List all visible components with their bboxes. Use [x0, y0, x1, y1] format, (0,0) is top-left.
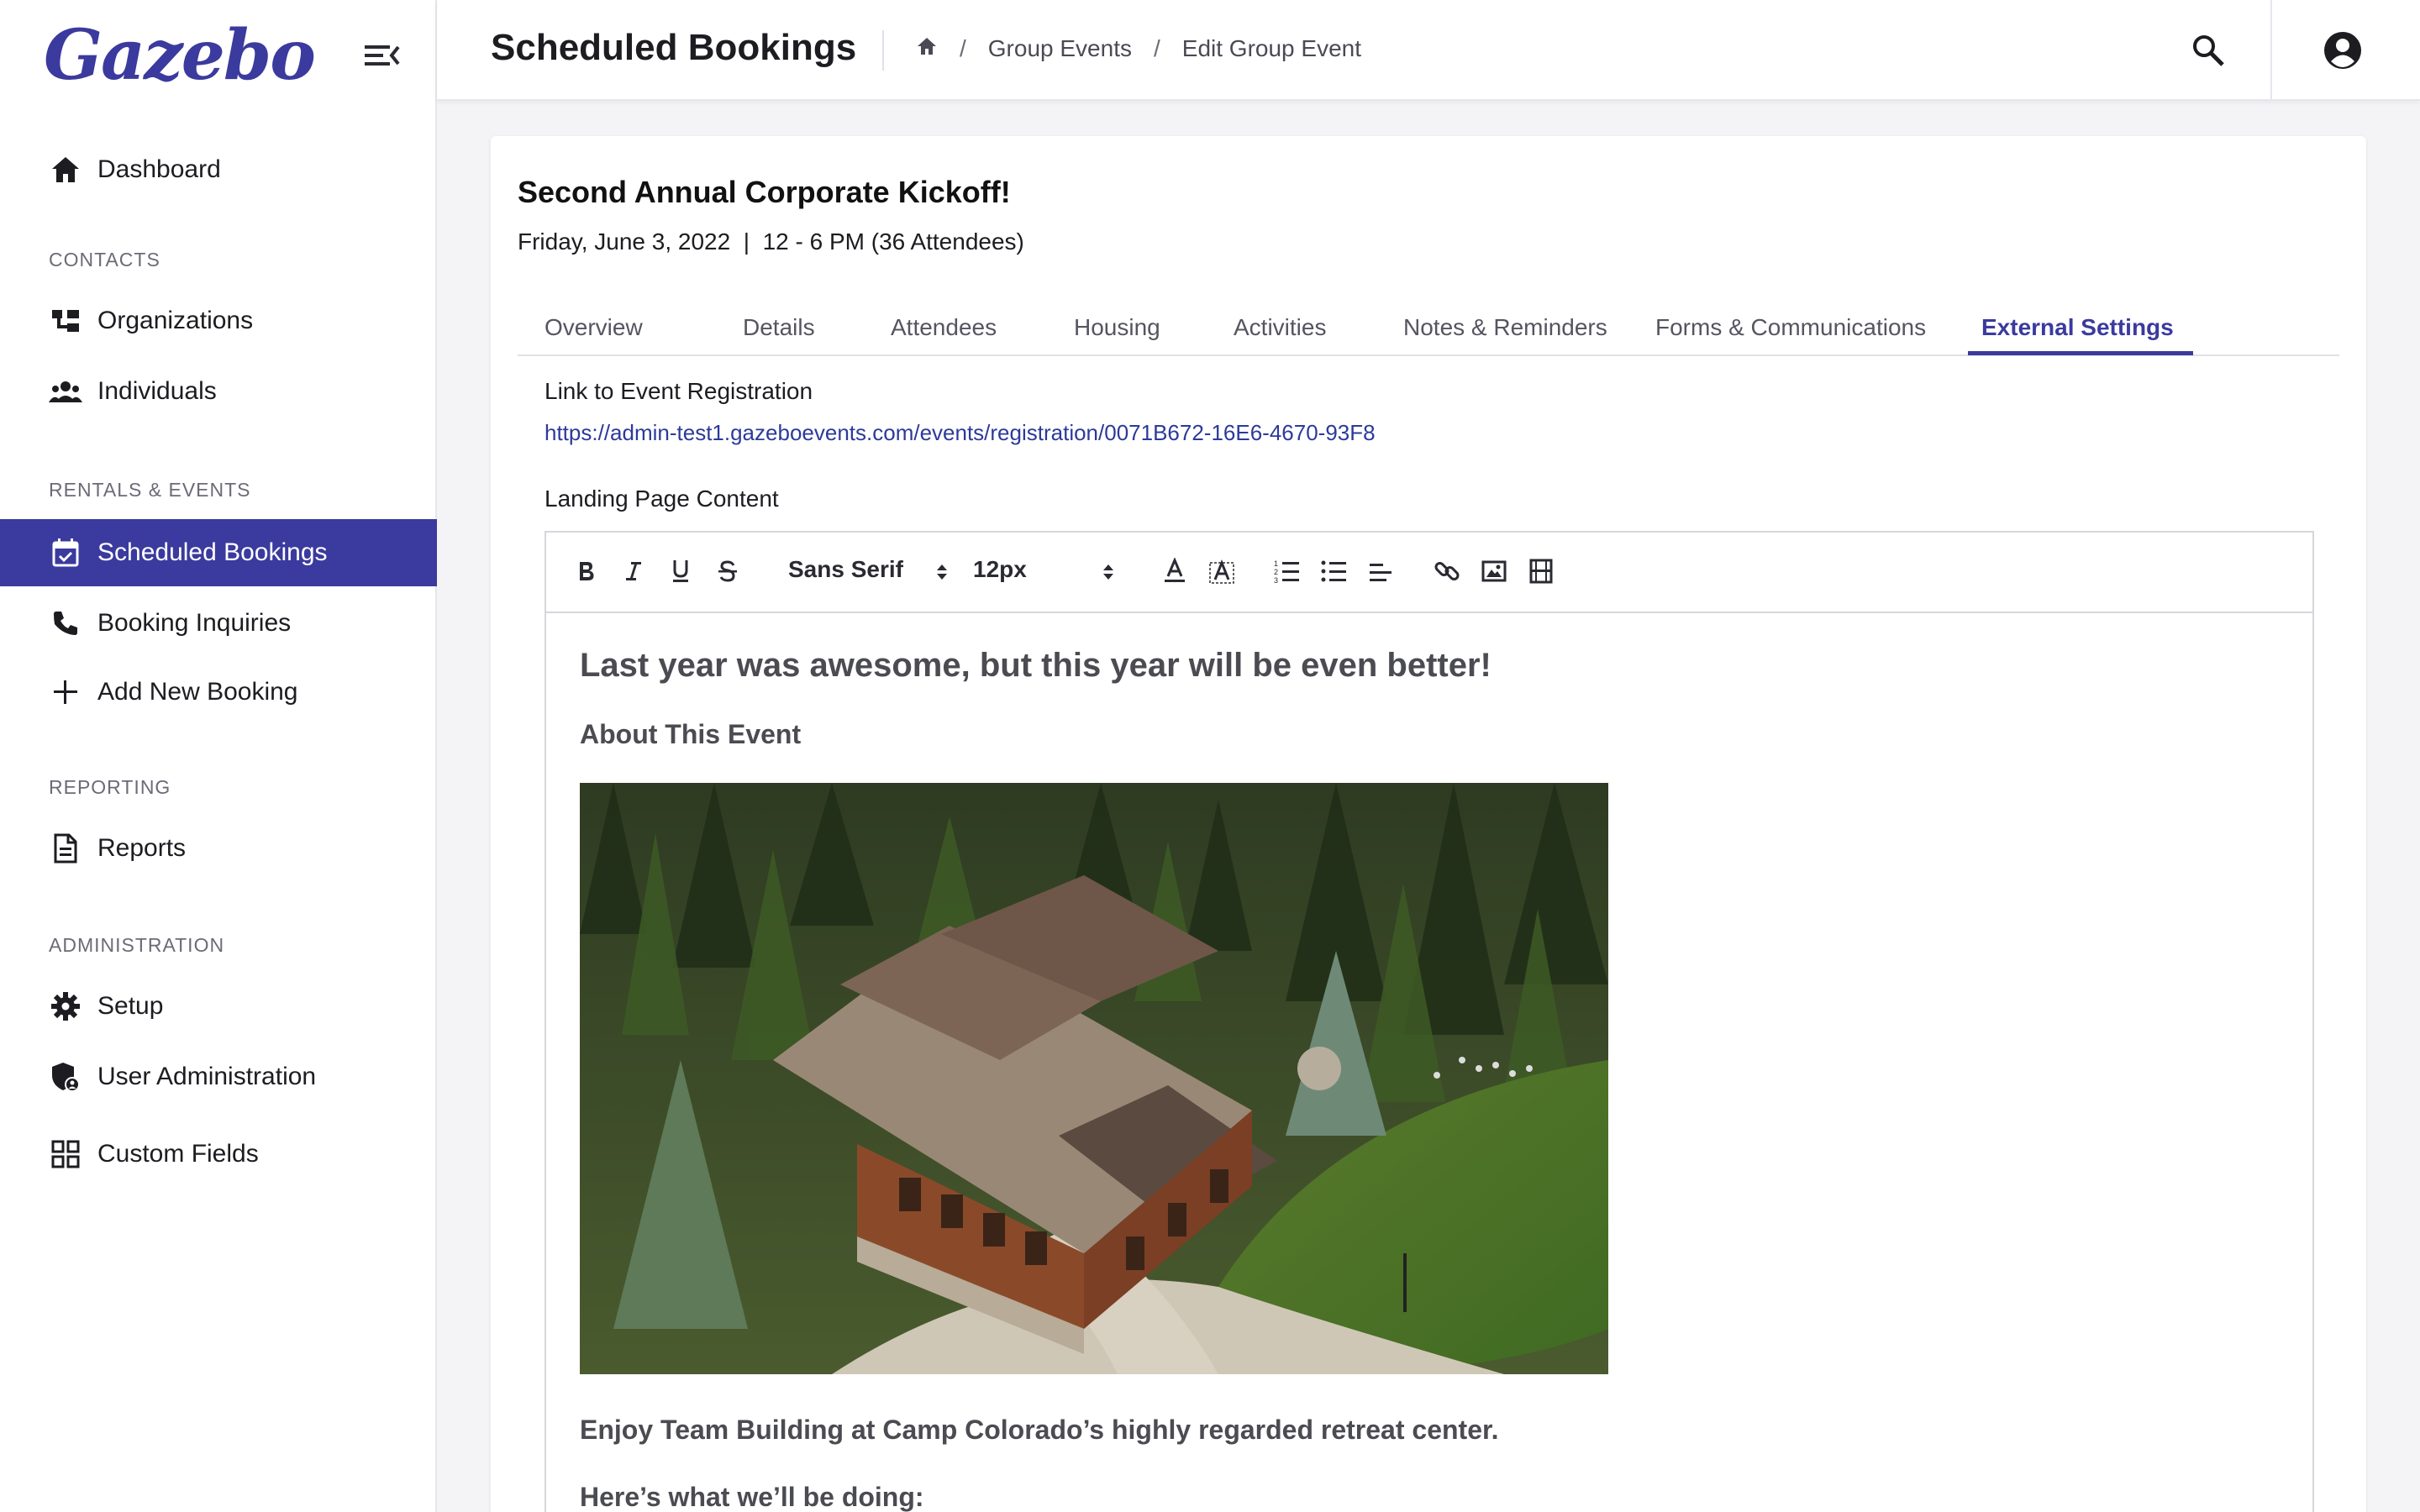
- breadcrumb-separator: /: [1153, 35, 1160, 61]
- italic-button[interactable]: [617, 554, 650, 588]
- svg-text:1: 1: [1274, 559, 1279, 568]
- active-tab-indicator: [1968, 351, 2193, 355]
- people-icon: [49, 375, 82, 408]
- page-title: Scheduled Bookings: [491, 27, 857, 68]
- font-family-select[interactable]: Sans Serif: [788, 556, 903, 582]
- sidebar-item-label: Custom Fields: [97, 1140, 259, 1168]
- plus-icon: [49, 675, 82, 709]
- calendar-check-icon: [49, 536, 82, 570]
- collapse-menu-icon[interactable]: [361, 39, 402, 72]
- bold-button[interactable]: [570, 554, 603, 588]
- breadcrumb-separator: /: [960, 35, 966, 61]
- home-icon: [49, 153, 82, 186]
- video-icon[interactable]: [1524, 554, 1558, 588]
- underline-button[interactable]: [664, 554, 697, 588]
- sidebar-item-label: Add New Booking: [97, 678, 298, 706]
- background-color-button[interactable]: [1205, 554, 1239, 588]
- breadcrumb-group-events[interactable]: Group Events: [987, 35, 1132, 61]
- breadcrumb-edit-group-event: Edit Group Event: [1181, 35, 1361, 61]
- sidebar-item-user-administration[interactable]: [0, 1043, 437, 1110]
- link-icon[interactable]: [1430, 554, 1464, 588]
- sidebar-item-add-new-booking[interactable]: [0, 659, 437, 726]
- section-label-contacts: CONTACTS: [49, 249, 160, 270]
- home-breadcrumb-icon[interactable]: [916, 35, 938, 62]
- sidebar-item-label: Individuals: [97, 377, 217, 405]
- font-size-caret-icon[interactable]: [1101, 559, 1116, 585]
- strikethrough-button[interactable]: [711, 554, 744, 588]
- editor-toolbar: [546, 533, 2312, 613]
- sidebar-item-label: Dashboard: [97, 155, 221, 183]
- event-date-summary: Friday, June 3, 2022 | 12 - 6 PM (36 Attendees): [518, 228, 1024, 255]
- header-divider: [2270, 0, 2272, 101]
- sidebar-item-label: Setup: [97, 992, 164, 1020]
- image-icon[interactable]: [1477, 554, 1511, 588]
- sidebar-item-scheduled-bookings[interactable]: [0, 519, 437, 586]
- account-icon[interactable]: [2323, 30, 2363, 71]
- text-color-button[interactable]: [1158, 554, 1192, 588]
- top-header: [437, 0, 2420, 101]
- content-paragraph: Enjoy Team Building at Camp Colorado’s highly regarded retreat center.: [580, 1415, 1499, 1445]
- tab-housing[interactable]: Housing: [1074, 314, 1160, 340]
- event-tabs: [518, 304, 2339, 356]
- sidebar-item-custom-fields[interactable]: [0, 1121, 437, 1188]
- organization-icon: [49, 304, 82, 338]
- tab-attendees[interactable]: Attendees: [891, 314, 997, 340]
- content-heading: Last year was awesome, but this year will be even better!: [580, 647, 1491, 684]
- document-icon: [49, 832, 82, 865]
- event-card: [491, 136, 2366, 1512]
- shield-user-icon: [49, 1060, 82, 1094]
- gear-icon: [49, 990, 82, 1023]
- bullet-list-button[interactable]: [1318, 554, 1351, 588]
- content-paragraph-2: Here’s what we’ll be doing:: [580, 1482, 924, 1512]
- sidebar-item-label: User Administration: [97, 1063, 317, 1090]
- search-icon[interactable]: [2190, 32, 2227, 69]
- svg-text:2: 2: [1274, 568, 1279, 576]
- content-subheading: About This Event: [580, 719, 802, 749]
- svg-text:3: 3: [1274, 576, 1279, 584]
- grid-icon: [49, 1137, 82, 1171]
- sidebar-item-setup[interactable]: [0, 973, 437, 1040]
- font-family-caret-icon[interactable]: [934, 559, 950, 585]
- sidebar-item-booking-inquiries[interactable]: [0, 590, 437, 657]
- registration-link[interactable]: https://admin-test1.gazeboevents.com/events/registration/0071B672-16E6-4670-93F8: [544, 420, 1376, 445]
- ordered-list-button[interactable]: [1270, 554, 1304, 588]
- landing-page-label: Landing Page Content: [544, 486, 779, 512]
- section-label-reporting: REPORTING: [49, 776, 171, 798]
- font-size-select[interactable]: 12px: [973, 556, 1027, 582]
- phone-icon: [49, 606, 82, 640]
- registration-link-label: Link to Event Registration: [544, 378, 813, 404]
- brand-logo[interactable]: Gazebo: [44, 15, 314, 96]
- tab-overview[interactable]: Overview: [544, 314, 643, 340]
- breadcrumb: [916, 35, 1361, 62]
- title-divider: [882, 30, 884, 71]
- sidebar-item-label: Booking Inquiries: [97, 609, 292, 637]
- sidebar-item-label: Organizations: [97, 307, 254, 334]
- sidebar: [0, 0, 437, 1512]
- event-venue-photo: [580, 783, 1608, 1374]
- sidebar-item-label: Reports: [97, 834, 187, 862]
- tab-details[interactable]: Details: [743, 314, 815, 340]
- tab-activities[interactable]: Activities: [1234, 314, 1327, 340]
- section-label-administration: ADMINISTRATION: [49, 934, 225, 956]
- sidebar-item-label: Scheduled Bookings: [97, 538, 328, 566]
- sidebar-item-dashboard[interactable]: [0, 136, 437, 203]
- event-title: Second Annual Corporate Kickoff!: [518, 175, 1011, 209]
- rich-text-editor[interactable]: [544, 531, 2314, 1512]
- align-button[interactable]: [1365, 554, 1398, 588]
- tab-external-settings[interactable]: External Settings: [1981, 314, 2174, 340]
- sidebar-item-organizations[interactable]: [0, 287, 437, 354]
- tab-notes-reminders[interactable]: Notes & Reminders: [1403, 314, 1607, 340]
- sidebar-item-reports[interactable]: [0, 815, 437, 882]
- tab-forms-communications[interactable]: Forms & Communications: [1655, 314, 1927, 340]
- sidebar-item-individuals[interactable]: [0, 358, 437, 425]
- section-label-rentals-events: RENTALS & EVENTS: [49, 479, 251, 501]
